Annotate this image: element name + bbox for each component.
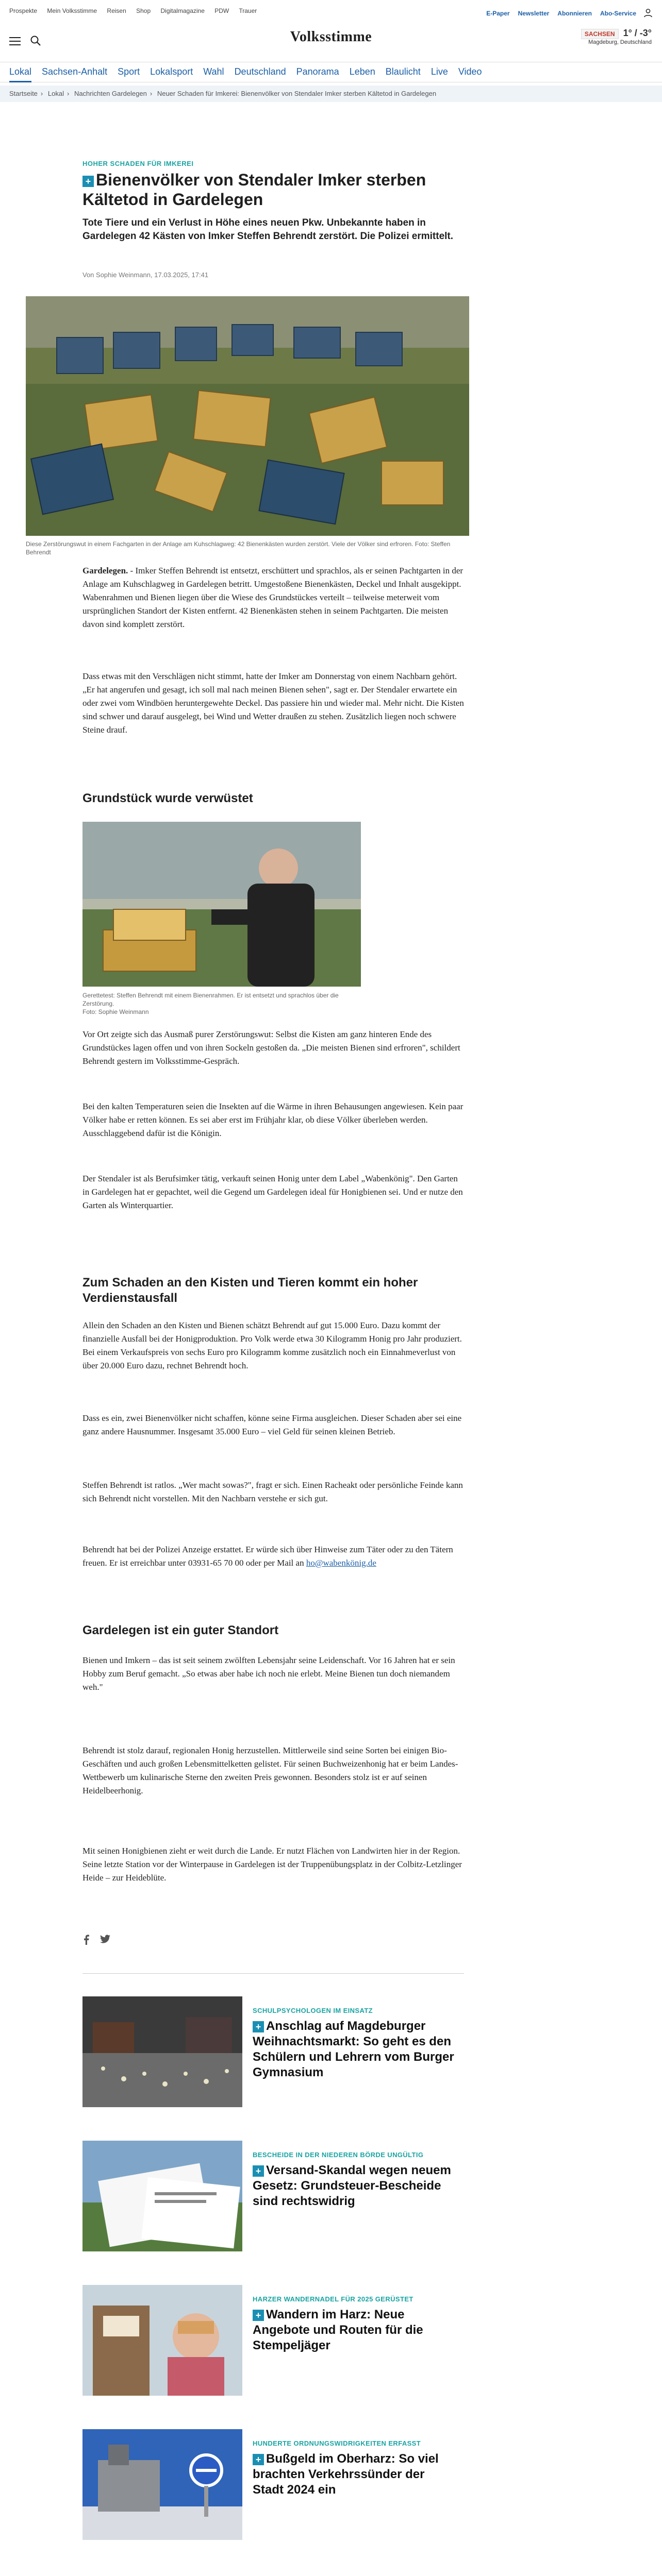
nav-live[interactable]: Live xyxy=(431,66,448,77)
temperature: 1° / -3° xyxy=(623,28,652,38)
nav-sachsen-anhalt[interactable]: Sachsen-Anhalt xyxy=(42,66,108,77)
toplink-abo-service[interactable]: Abo-Service xyxy=(600,10,636,17)
subheading-schaden: Zum Schaden an den Kisten und Tieren kommt ein hoher Verdienstausfall xyxy=(82,1276,418,1305)
toplink-newsletter[interactable]: Newsletter xyxy=(518,10,550,17)
teaser-kicker-2: BESCHEIDE IN DER NIEDEREN BÖRDE UNGÜLTIG xyxy=(253,2151,424,2159)
paragraph-6: Allein den Schaden an den Kisten und Bienen schätzt Behrendt auf gut 15.000 Euro. Dazu kommt der finanzielle Ausfall bei der Honigproduktion. Pro Volk werde etwa 30 Kilogramm Honig pro Jahr produziert. Bei einem Verkaufspreis von sechs Euro pro Kilogramm komme zusätzlich noch ein Einnahmeverlust von über 20.000 Euro dazu, rechnet Behrendt hoch. xyxy=(82,1320,462,1370)
toplink-epaper[interactable]: E-Paper xyxy=(486,10,510,17)
article-photo-beekeeper[interactable] xyxy=(82,822,361,987)
plus-icon: + xyxy=(253,2454,264,2465)
plus-icon: + xyxy=(253,2310,264,2321)
photo-caption-2b: Foto: Sophie Weinmann xyxy=(82,1008,149,1015)
plus-icon: + xyxy=(253,2165,264,2177)
paragraph-1-text: - Imker Steffen Behrendt ist entsetzt, erschüttert und sprachlos, als er seinen Pachtgarten in der Anlage am Kuhschlagweg in Gardelegen betritt. Umgestoßene Bienenkästen, Deckel und Inhalt ausgekippt. Wabenrahmen und Bienen liegen über die Wiese des Grundstückes verteilt – teilweise meterweit vom ursprünglichen Standort der Kisten entfernt. 42 Bienenkästen stehen in seinem Pachtgarten. Die meisten davon sind komplett zerstört. xyxy=(82,566,464,629)
toplink-prospekte[interactable]: Prospekte xyxy=(9,7,38,14)
top-links-bar xyxy=(9,7,653,20)
teaser-title-1-text: Anschlag auf Magdeburger Weihnachtsmarkt: So geht es den Schülern und Lehrern vom Burger Gymnasium xyxy=(253,2019,454,2079)
paragraph-5: Der Stendaler ist als Berufsimker tätig, verkauft seinen Honig unter dem Label „Wabenkönig". Den Garten in Gardelegen hat er gepachtet, weil die Gegend um Gardelegen ideal für Honigbienen sei. Und er nutze den Garten als Winterquartier. xyxy=(82,1174,463,1210)
paragraph-2: Dass etwas mit den Verschlägen nicht stimmt, hatte der Imker am Donnerstag von einem Nachbarn gehört. „Er hat angerufen und gesagt, ich soll mal nach meinen Bienen sehen", sagt er. Der Stendaler erwartete ein oder zwei vom Windböen heruntergewehte Deckel. Das passiere hin und wieder mal. Mehr nicht. Die Kisten sind schwer und darauf ausgelegt, bei Wind und Wetter draußen zu stehen. Zusätzlich liegen noch schwere Steine drauf. xyxy=(82,671,464,735)
breadcrumb: Startseite › Lokal › Nachrichten Gardelegen › Neuer Schaden für Imkerei: Bienenvölker von Stendaler Imker sterben Kältetod in Gardelegen xyxy=(0,86,662,102)
article-headline xyxy=(82,170,464,209)
nav-panorama[interactable]: Panorama xyxy=(296,66,339,77)
teaser-image-2[interactable] xyxy=(82,2141,242,2251)
teaser-title-3[interactable] xyxy=(253,2307,459,2353)
nav-sport[interactable]: Sport xyxy=(118,66,140,77)
paragraph-9-text: Behrendt hat bei der Polizei Anzeige erstattet. Er würde sich über Hinweise zum Täter oder zu den Tätern freuen. Er ist erreichbar unter 03931-65 70 00 oder per Mail an xyxy=(82,1545,453,1568)
paragraph-11: Behrendt ist stolz darauf, regionalen Honig herzustellen. Mittlerweile sind seine Sorten bei einigen Bio-Geschäften und auch großen Lebensmittelketten gelistet. Für seinen Buchweizenhonig hat er beim Landes-Wettbewerb um kulinarische Sterne den zweiten Preis gewonnen. Besonders stolz ist er auf seinen Heidelbeerhonig. xyxy=(82,1745,458,1795)
nav-deutschland[interactable]: Deutschland xyxy=(234,66,286,77)
article-teaser: Tote Tiere und ein Verlust in Höhe eines neuen Pkw. Unbekannte haben in Gardelegen 42 Kästen von Imker Steffen Behrendt zerstört. Die Polizei ermittelt. xyxy=(82,217,454,242)
breadcrumb-lokal[interactable]: Lokal xyxy=(47,90,64,97)
toplink-reisen[interactable]: Reisen xyxy=(107,7,126,14)
article-kicker: HOHER SCHADEN FÜR IMKEREI xyxy=(82,160,194,167)
teaser-image-4[interactable] xyxy=(82,2429,242,2540)
nav-video[interactable]: Video xyxy=(458,66,482,77)
email-link[interactable]: ho@wabenkönig.de xyxy=(306,1558,376,1568)
teaser-title-3-text: Wandern im Harz: Neue Angebote und Routen für die Stempeljäger xyxy=(253,2308,423,2352)
breadcrumb-startseite[interactable]: Startseite xyxy=(9,90,38,97)
site-logo[interactable]: Volksstimme xyxy=(290,29,372,45)
teaser-image-1[interactable] xyxy=(82,1996,242,2107)
plus-icon: + xyxy=(253,2021,264,2032)
toplink-abonnieren[interactable]: Abonnieren xyxy=(557,10,592,17)
weather-widget[interactable] xyxy=(581,28,652,45)
teaser-title-1[interactable] xyxy=(253,2019,459,2080)
toplink-digitalmagazine[interactable]: Digitalmagazine xyxy=(160,7,205,14)
article-photo-beehives[interactable] xyxy=(26,296,469,536)
paragraph-7: Dass es ein, zwei Bienenvölker nicht schaffen, könne seine Firma ausgleichen. Dieser Schaden aber sei eine ganz andere Hausnummer. Insgesamt 35.000 Euro – viel Geld für seinen kleinen Betrieb. xyxy=(82,1413,462,1436)
paragraph-10: Bienen und Imkern – das ist seit seinem zwölften Lebensjahr seine Leidenschaft. Vor 16 Jahren hat er sein Hobby zum Beruf gemacht. „So etwas aber habe ich noch nie erlebt. Meine Bienen tun doch niemandem weh." xyxy=(82,1655,455,1692)
site-header xyxy=(0,24,662,62)
nav-leben[interactable]: Leben xyxy=(349,66,375,77)
subheading-grundstueck: Grundstück wurde verwüstet xyxy=(82,791,253,805)
teaser-kicker-4: HUNDERTE ORDNUNGSWIDRIGKEITEN ERFASST xyxy=(253,2439,421,2447)
facebook-icon[interactable] xyxy=(82,1935,90,1947)
teaser-image-3[interactable] xyxy=(82,2285,242,2396)
article-divider xyxy=(82,1973,464,1974)
share-bar xyxy=(82,1935,121,1947)
subheading-standort: Gardelegen ist ein guter Standort xyxy=(82,1623,279,1637)
teaser-title-4[interactable] xyxy=(253,2451,459,2498)
breadcrumb-current: Neuer Schaden für Imkerei: Bienenvölker von Stendaler Imker sterben Kältetod in Gardelegen xyxy=(157,90,437,97)
article-byline: Von Sophie Weinmann, 17.03.2025, 17:41 xyxy=(82,271,209,279)
plus-icon: + xyxy=(82,176,94,187)
breadcrumb-gardelegen[interactable]: Nachrichten Gardelegen xyxy=(74,90,147,97)
main-nav xyxy=(0,62,662,82)
nav-blaulicht[interactable]: Blaulicht xyxy=(385,66,421,77)
photo-caption-2: Gerettetest: Steffen Behrendt mit einem Bienenrahmen. Er ist entsetzt und sprachlos über die Zerstörung. xyxy=(82,992,339,1007)
toplink-mein-volksstimme[interactable]: Mein Volksstimme xyxy=(47,7,97,14)
teaser-title-2-text: Versand-Skandal wegen neuem Gesetz: Grundsteuer-Bescheide sind rechtswidrig xyxy=(253,2163,451,2208)
paragraph-12: Mit seinen Honigbienen zieht er weit durch die Lande. Er nutzt Flächen von Landwirten hier in der Region. Seine letzte Station vor der Winterpause in Gardelegen ist der Truppenübungsplatz in der Colbitz-Letzlinger Heide – zur Heideblüte. xyxy=(82,1846,462,1883)
paragraph-8: Steffen Behrendt ist ratlos. „Wer macht sowas?", fragt er sich. Einen Racheakt oder persönliche Feinde kann sich Behrendt nicht vorstellen. Mit den Nachbarn verstehe er sich gut. xyxy=(82,1480,463,1503)
user-icon[interactable] xyxy=(643,8,653,19)
nav-lokal[interactable]: Lokal xyxy=(9,62,31,82)
paragraph-1 xyxy=(82,564,464,631)
paragraph-9 xyxy=(82,1543,464,1570)
dateline: Gardelegen. xyxy=(82,566,128,575)
teaser-kicker-3: HARZER WANDERNADEL FÜR 2025 GERÜSTET xyxy=(253,2295,413,2303)
nav-wahl[interactable]: Wahl xyxy=(203,66,224,77)
teaser-title-4-text: Bußgeld im Oberharz: So viel brachten Verkehrssünder der Stadt 2024 ein xyxy=(253,2452,439,2497)
weather-logo: SACHSEN xyxy=(581,29,619,39)
toplink-pdw[interactable]: PDW xyxy=(214,7,229,14)
weather-location: Magdeburg, Deutschland xyxy=(588,39,652,45)
toplink-trauer[interactable]: Trauer xyxy=(239,7,257,14)
photo-caption-1: Diese Zerstörungswut in einem Fachgarten in der Anlage am Kuhschlagweg: 42 Bienenkästen wurden zerstört. Viele der Völker sind erfroren. Foto: Steffen Behrendt xyxy=(26,540,451,556)
teaser-title-2[interactable] xyxy=(253,2163,459,2209)
teaser-kicker-1: SCHULPSYCHOLOGEN IM EINSATZ xyxy=(253,2007,373,2014)
paragraph-4: Bei den kalten Temperaturen seien die Insekten auf die Wärme in ihren Behausungen angewiesen. Kein paar Völker habe er retten können. Es sei aber erst im Frühjahr klar, ob diese Völker überleben werden. Ausschlaggebend dafür ist die Königin. xyxy=(82,1101,464,1138)
twitter-icon[interactable] xyxy=(100,1935,110,1947)
toplink-shop[interactable]: Shop xyxy=(136,7,151,14)
paragraph-3: Vor Ort zeigte sich das Ausmaß purer Zerstörungswut: Selbst die Kisten am ganz hinteren Ende des Grundstückes lagen offen und von ihren Sockeln gestoßen da. „Die meisten Bienen sind erfroren", schildert Behrendt gestern im Volksstimme-Gespräch. xyxy=(82,1029,460,1066)
headline-text: Bienenvölker von Stendaler Imker sterben Kältetod in Gardelegen xyxy=(82,171,426,209)
nav-lokalsport[interactable]: Lokalsport xyxy=(150,66,193,77)
